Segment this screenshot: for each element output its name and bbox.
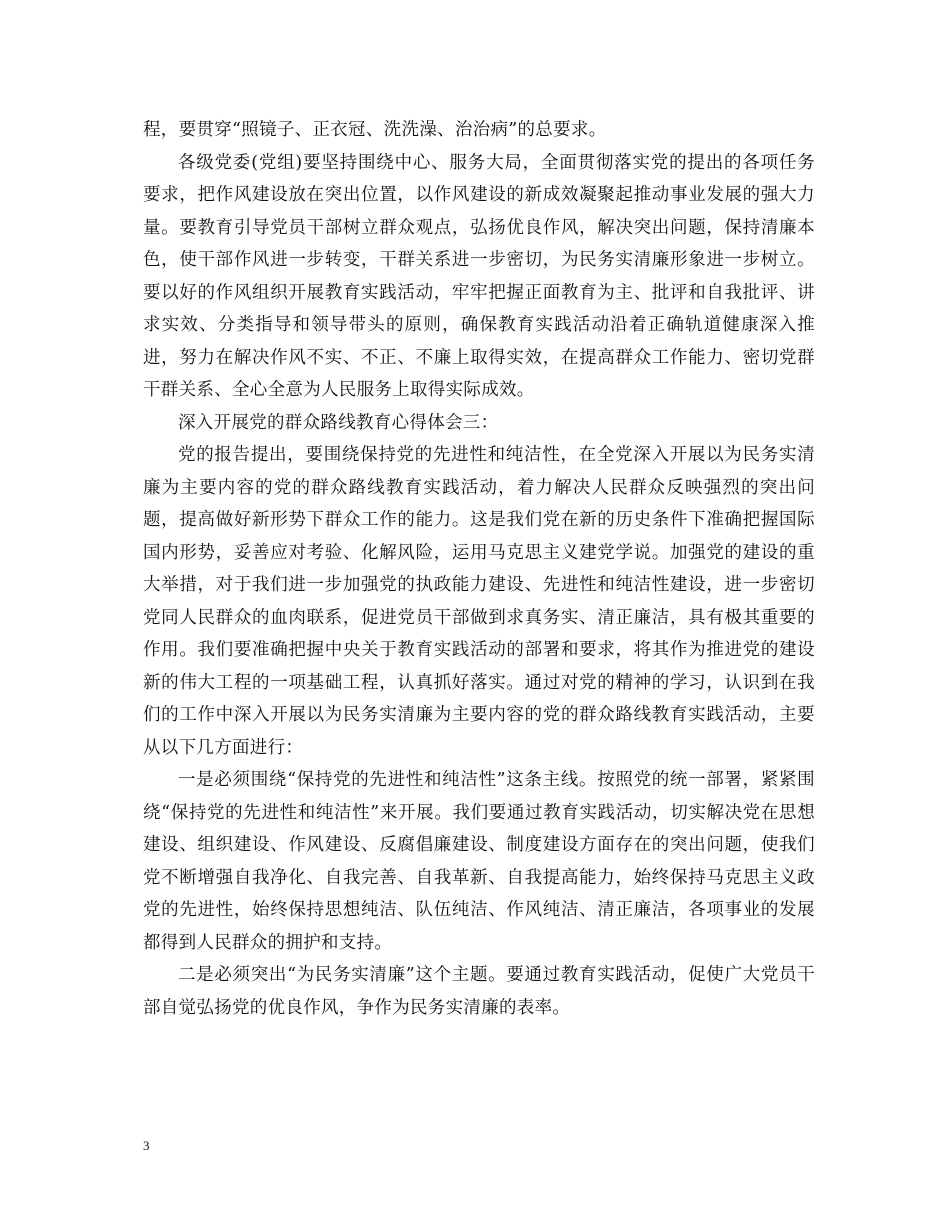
paragraph-4: 党的报告提出，要围绕保持党的先进性和纯洁性，在全党深入开展以为民务实清廉为主要内容的党的群众路线教育实践活动，着力解决人民群众反映强烈的突出问题，提高做好新形势下群众工作的能力。这是我们党在新的历史条件下准确把握国际国内形势，妥善应对考验、化解风险，运用马克思主义建党学说。加强党的建设的重大举措，对于我们进一步加强党的执政能力建设、先进性和纯洁性建设，进一步密切党同人民群众的血肉联系，促进党员干部做到求真务实、清正廉洁，具有极其重要的作用。我们要准确把握中央关于教育实践活动的部署和要求，将其作为推进党的建设新的伟大工程的一项基础工程，认真抓好落实。通过对党的精神的学习，认识到在我们的工作中深入开展以为民务实清廉为主要内容的党的群众路线教育实践活动，主要从以下几方面进行： — [143, 445, 815, 758]
paragraph-2: 各级党委(党组)要坚持围绕中心、服务大局，全面贯彻落实党的提出的各项任务要求，把作风建设放在突出位置，以作风建设的新成效凝聚起推动事业发展的强大力量。要教育引导党员干部树立群众观点，弘扬优良作风，解决突出问题，保持清廉本色，使干部作风进一步转变，干群关系进一步密切，为民务实清廉形象进一步树立。要以好的作风组织开展教育实践活动，牢牢把握正面教育为主、批评和自我批评、讲求实效、分类指导和领导带头的原则，确保教育实践活动沿着正确轨道健康深入推进，努力在解决作风不实、不正、不廉上取得实效，在提高群众工作能力、密切党群干群关系、全心全意为人民服务上取得实际成效。 — [143, 152, 815, 400]
paragraph-1: 程，要贯穿“照镜子、正衣冠、洗洗澡、治治病”的总要求。 — [143, 120, 607, 140]
document-body — [143, 114, 815, 1024]
page-number: 3 — [143, 1138, 150, 1153]
paragraph-5: 一是必须围绕“保持党的先进性和纯洁性”这条主线。按照党的统一部署，紧紧围绕“保持党的先进性和纯洁性”来开展。我们要通过教育实践活动，切实解决党在思想建设、组织建设、作风建设、反腐倡廉建设、制度建设方面存在的突出问题，使我们党不断增强自我净化、自我完善、自我革新、自我提高能力，始终保持马克思主义政党的先进性，始终保持思想纯洁、队伍纯洁、作风纯洁、清正廉洁，各项事业的发展都得到人民群众的拥护和支持。 — [143, 770, 815, 953]
paragraph-6: 二是必须突出“为民务实清廉”这个主题。要通过教育实践活动，促使广大党员干部自觉弘扬党的优良作风，争作为民务实清廉的表率。 — [143, 965, 815, 1018]
section-heading: 深入开展党的群众路线教育心得体会三： — [178, 412, 499, 433]
